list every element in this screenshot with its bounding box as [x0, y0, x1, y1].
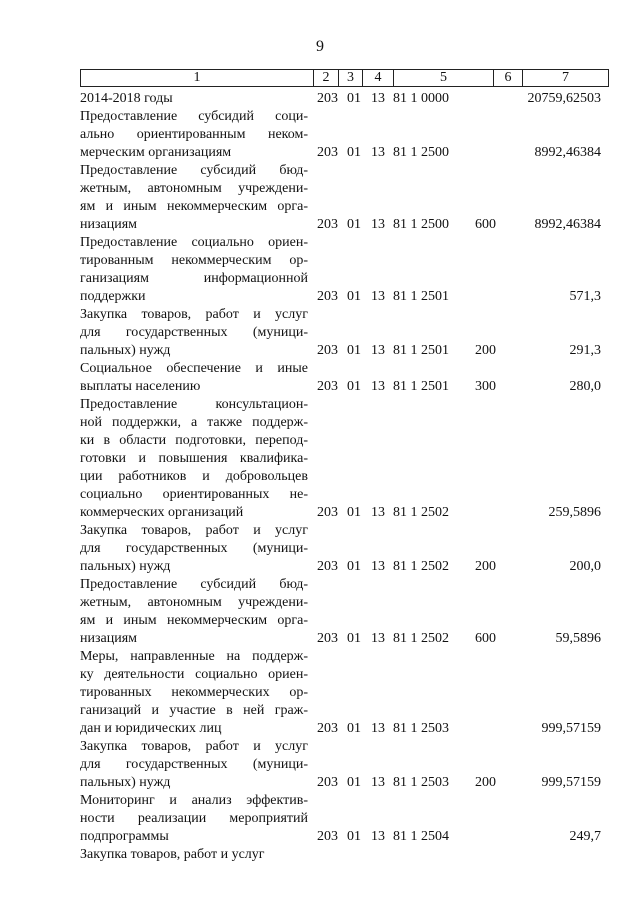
row-amount: 571,3 — [569, 289, 601, 304]
row-amount: 280,0 — [569, 379, 601, 394]
row-code-section: 01 — [347, 721, 361, 736]
row-code-section: 01 — [347, 217, 361, 232]
row-description — [80, 738, 308, 792]
description-line: готовки и повышения квалифика- — [80, 451, 308, 466]
description-line: социально ориентированных не- — [80, 487, 308, 502]
row-code-admin: 203 — [317, 829, 338, 844]
row-code-target: 81 1 2502 — [393, 631, 449, 646]
description-line: ной поддержки, а также поддерж- — [80, 415, 308, 430]
row-amount: 8992,46384 — [534, 217, 601, 232]
row-description — [80, 396, 308, 522]
row-code-expense-type: 300 — [475, 379, 496, 394]
row-code-expense-type: 200 — [475, 343, 496, 358]
row-code-subsection: 13 — [371, 631, 385, 646]
row-code-admin: 203 — [317, 775, 338, 790]
table-row — [80, 306, 609, 360]
row-description — [80, 792, 308, 846]
row-code-subsection: 13 — [371, 289, 385, 304]
row-code-admin: 203 — [317, 631, 338, 646]
description-line: поддержки — [80, 289, 146, 304]
row-code-admin: 203 — [317, 343, 338, 358]
row-code-section: 01 — [347, 289, 361, 304]
row-description — [80, 648, 308, 738]
row-code-expense-type: 200 — [475, 775, 496, 790]
row-amount: 59,5896 — [555, 631, 601, 646]
row-code-subsection: 13 — [371, 145, 385, 160]
row-code-expense-type: 600 — [475, 217, 496, 232]
description-line: Предоставление субсидий бюд- — [80, 577, 308, 592]
row-code-subsection: 13 — [371, 829, 385, 844]
table-row — [80, 738, 609, 792]
description-line: пальных) нужд — [80, 775, 171, 790]
budget-table-body — [80, 90, 609, 864]
row-code-admin: 203 — [317, 721, 338, 736]
description-line: тированным некоммерческим ор- — [80, 253, 308, 268]
row-code-section: 01 — [347, 829, 361, 844]
row-code-subsection: 13 — [371, 505, 385, 520]
row-code-expense-type: 600 — [475, 631, 496, 646]
description-line: Закупка товаров, работ и услуг — [80, 523, 308, 538]
row-code-target: 81 1 2501 — [393, 289, 449, 304]
description-line: Меры, направленные на поддерж- — [80, 649, 308, 664]
row-code-section: 01 — [347, 631, 361, 646]
page-number: 9 — [316, 38, 324, 55]
row-code-subsection: 13 — [371, 559, 385, 574]
row-code-section: 01 — [347, 559, 361, 574]
table-row — [80, 576, 609, 648]
row-description — [80, 90, 308, 108]
description-line: низациям — [80, 631, 138, 646]
header-col-3: 3 — [339, 70, 363, 86]
row-code-admin: 203 — [317, 379, 338, 394]
description-line: жетным, автономным учреждени- — [80, 595, 308, 610]
header-col-5: 5 — [394, 70, 494, 86]
description-line: подпрограммы — [80, 829, 169, 844]
table-row — [80, 846, 609, 864]
row-code-target: 81 1 2501 — [393, 343, 449, 358]
row-code-admin: 203 — [317, 559, 338, 574]
table-row — [80, 108, 609, 162]
description-line: Закупка товаров, работ и услуг — [80, 847, 265, 862]
description-line: Закупка товаров, работ и услуг — [80, 307, 308, 322]
header-col-7: 7 — [562, 70, 569, 85]
description-line: Предоставление субсидий бюд- — [80, 163, 308, 178]
description-line: Предоставление консультацион- — [80, 397, 308, 412]
row-code-section: 01 — [347, 145, 361, 160]
description-line: ки в области подготовки, перепод- — [80, 433, 308, 448]
description-line: жетным, автономным учреждени- — [80, 181, 308, 196]
row-amount: 259,5896 — [548, 505, 601, 520]
header-col-6: 6 — [494, 70, 523, 86]
row-code-target: 81 1 2500 — [393, 145, 449, 160]
table-header — [80, 69, 609, 87]
description-line: мерческим организациям — [80, 145, 232, 160]
description-line: Предоставление субсидий соци- — [80, 109, 308, 124]
table-row — [80, 396, 609, 522]
row-code-target: 81 1 2501 — [393, 379, 449, 394]
description-line: ности реализации мероприятий — [80, 811, 308, 826]
row-code-section: 01 — [347, 505, 361, 520]
row-amount: 249,7 — [569, 829, 601, 844]
description-line: ганизаций и участие в ней граж- — [80, 703, 308, 718]
row-code-target: 81 1 2503 — [393, 721, 449, 736]
description-line: ально ориентированным неком- — [80, 127, 308, 142]
row-amount: 999,57159 — [541, 775, 601, 790]
row-code-section: 01 — [347, 343, 361, 358]
description-line: дан и юридических лиц — [80, 721, 222, 736]
description-line: Мониторинг и анализ эффектив- — [80, 793, 308, 808]
row-description — [80, 108, 308, 162]
header-col-2: 2 — [314, 70, 339, 86]
description-line: для государственных (муници- — [80, 541, 308, 556]
table-row — [80, 522, 609, 576]
description-line: для государственных (муници- — [80, 757, 308, 772]
description-line: низациям — [80, 217, 138, 232]
row-code-admin: 203 — [317, 145, 338, 160]
description-line: 2014-2018 годы — [80, 91, 173, 106]
description-line: Социальное обеспечение и иные — [80, 361, 308, 376]
row-code-subsection: 13 — [371, 775, 385, 790]
description-line: ганизациям информационной — [80, 271, 308, 286]
header-col-4: 4 — [363, 70, 394, 86]
table-row — [80, 360, 609, 396]
row-code-target: 81 1 2503 — [393, 775, 449, 790]
row-amount: 291,3 — [569, 343, 601, 358]
row-description — [80, 306, 308, 360]
description-line: ку деятельности социально ориен- — [80, 667, 308, 682]
table-row — [80, 648, 609, 738]
description-line: ции работников и добровольцев — [80, 469, 308, 484]
row-amount: 200,0 — [569, 559, 601, 574]
row-description — [80, 576, 308, 648]
row-code-target: 81 1 2502 — [393, 559, 449, 574]
row-code-admin: 203 — [317, 289, 338, 304]
row-description — [80, 162, 308, 234]
row-description — [80, 522, 308, 576]
description-line: Предоставление социально ориен- — [80, 235, 308, 250]
row-code-subsection: 13 — [371, 721, 385, 736]
row-code-admin: 203 — [317, 217, 338, 232]
row-amount: 999,57159 — [541, 721, 601, 736]
row-code-subsection: 13 — [371, 343, 385, 358]
row-code-subsection: 13 — [371, 217, 385, 232]
row-code-section: 01 — [347, 379, 361, 394]
row-code-target: 81 1 2504 — [393, 829, 449, 844]
row-amount: 20759,62503 — [527, 91, 601, 106]
table-row — [80, 234, 609, 306]
description-line: ям и иным некоммерческим орга- — [80, 199, 308, 214]
description-line: тированных некоммерческих ор- — [80, 685, 308, 700]
row-code-target: 81 1 2500 — [393, 217, 449, 232]
row-amount: 8992,46384 — [534, 145, 601, 160]
table-row — [80, 90, 609, 108]
row-code-target: 81 1 0000 — [393, 91, 449, 106]
row-description — [80, 846, 308, 864]
row-code-subsection: 13 — [371, 379, 385, 394]
description-line: выплаты населению — [80, 379, 201, 394]
header-col-1: 1 — [81, 70, 314, 86]
row-code-target: 81 1 2502 — [393, 505, 449, 520]
row-code-admin: 203 — [317, 505, 338, 520]
table-row — [80, 162, 609, 234]
row-description — [80, 234, 308, 306]
row-code-section: 01 — [347, 91, 361, 106]
description-line: Закупка товаров, работ и услуг — [80, 739, 308, 754]
description-line: пальных) нужд — [80, 343, 171, 358]
description-line: для государственных (муници- — [80, 325, 308, 340]
description-line: коммерческих организаций — [80, 505, 244, 520]
row-code-section: 01 — [347, 775, 361, 790]
row-code-expense-type: 200 — [475, 559, 496, 574]
row-code-admin: 203 — [317, 91, 338, 106]
description-line: ям и иным некоммерческим орга- — [80, 613, 308, 628]
description-line: пальных) нужд — [80, 559, 171, 574]
table-row — [80, 792, 609, 846]
row-code-subsection: 13 — [371, 91, 385, 106]
row-description — [80, 360, 308, 396]
